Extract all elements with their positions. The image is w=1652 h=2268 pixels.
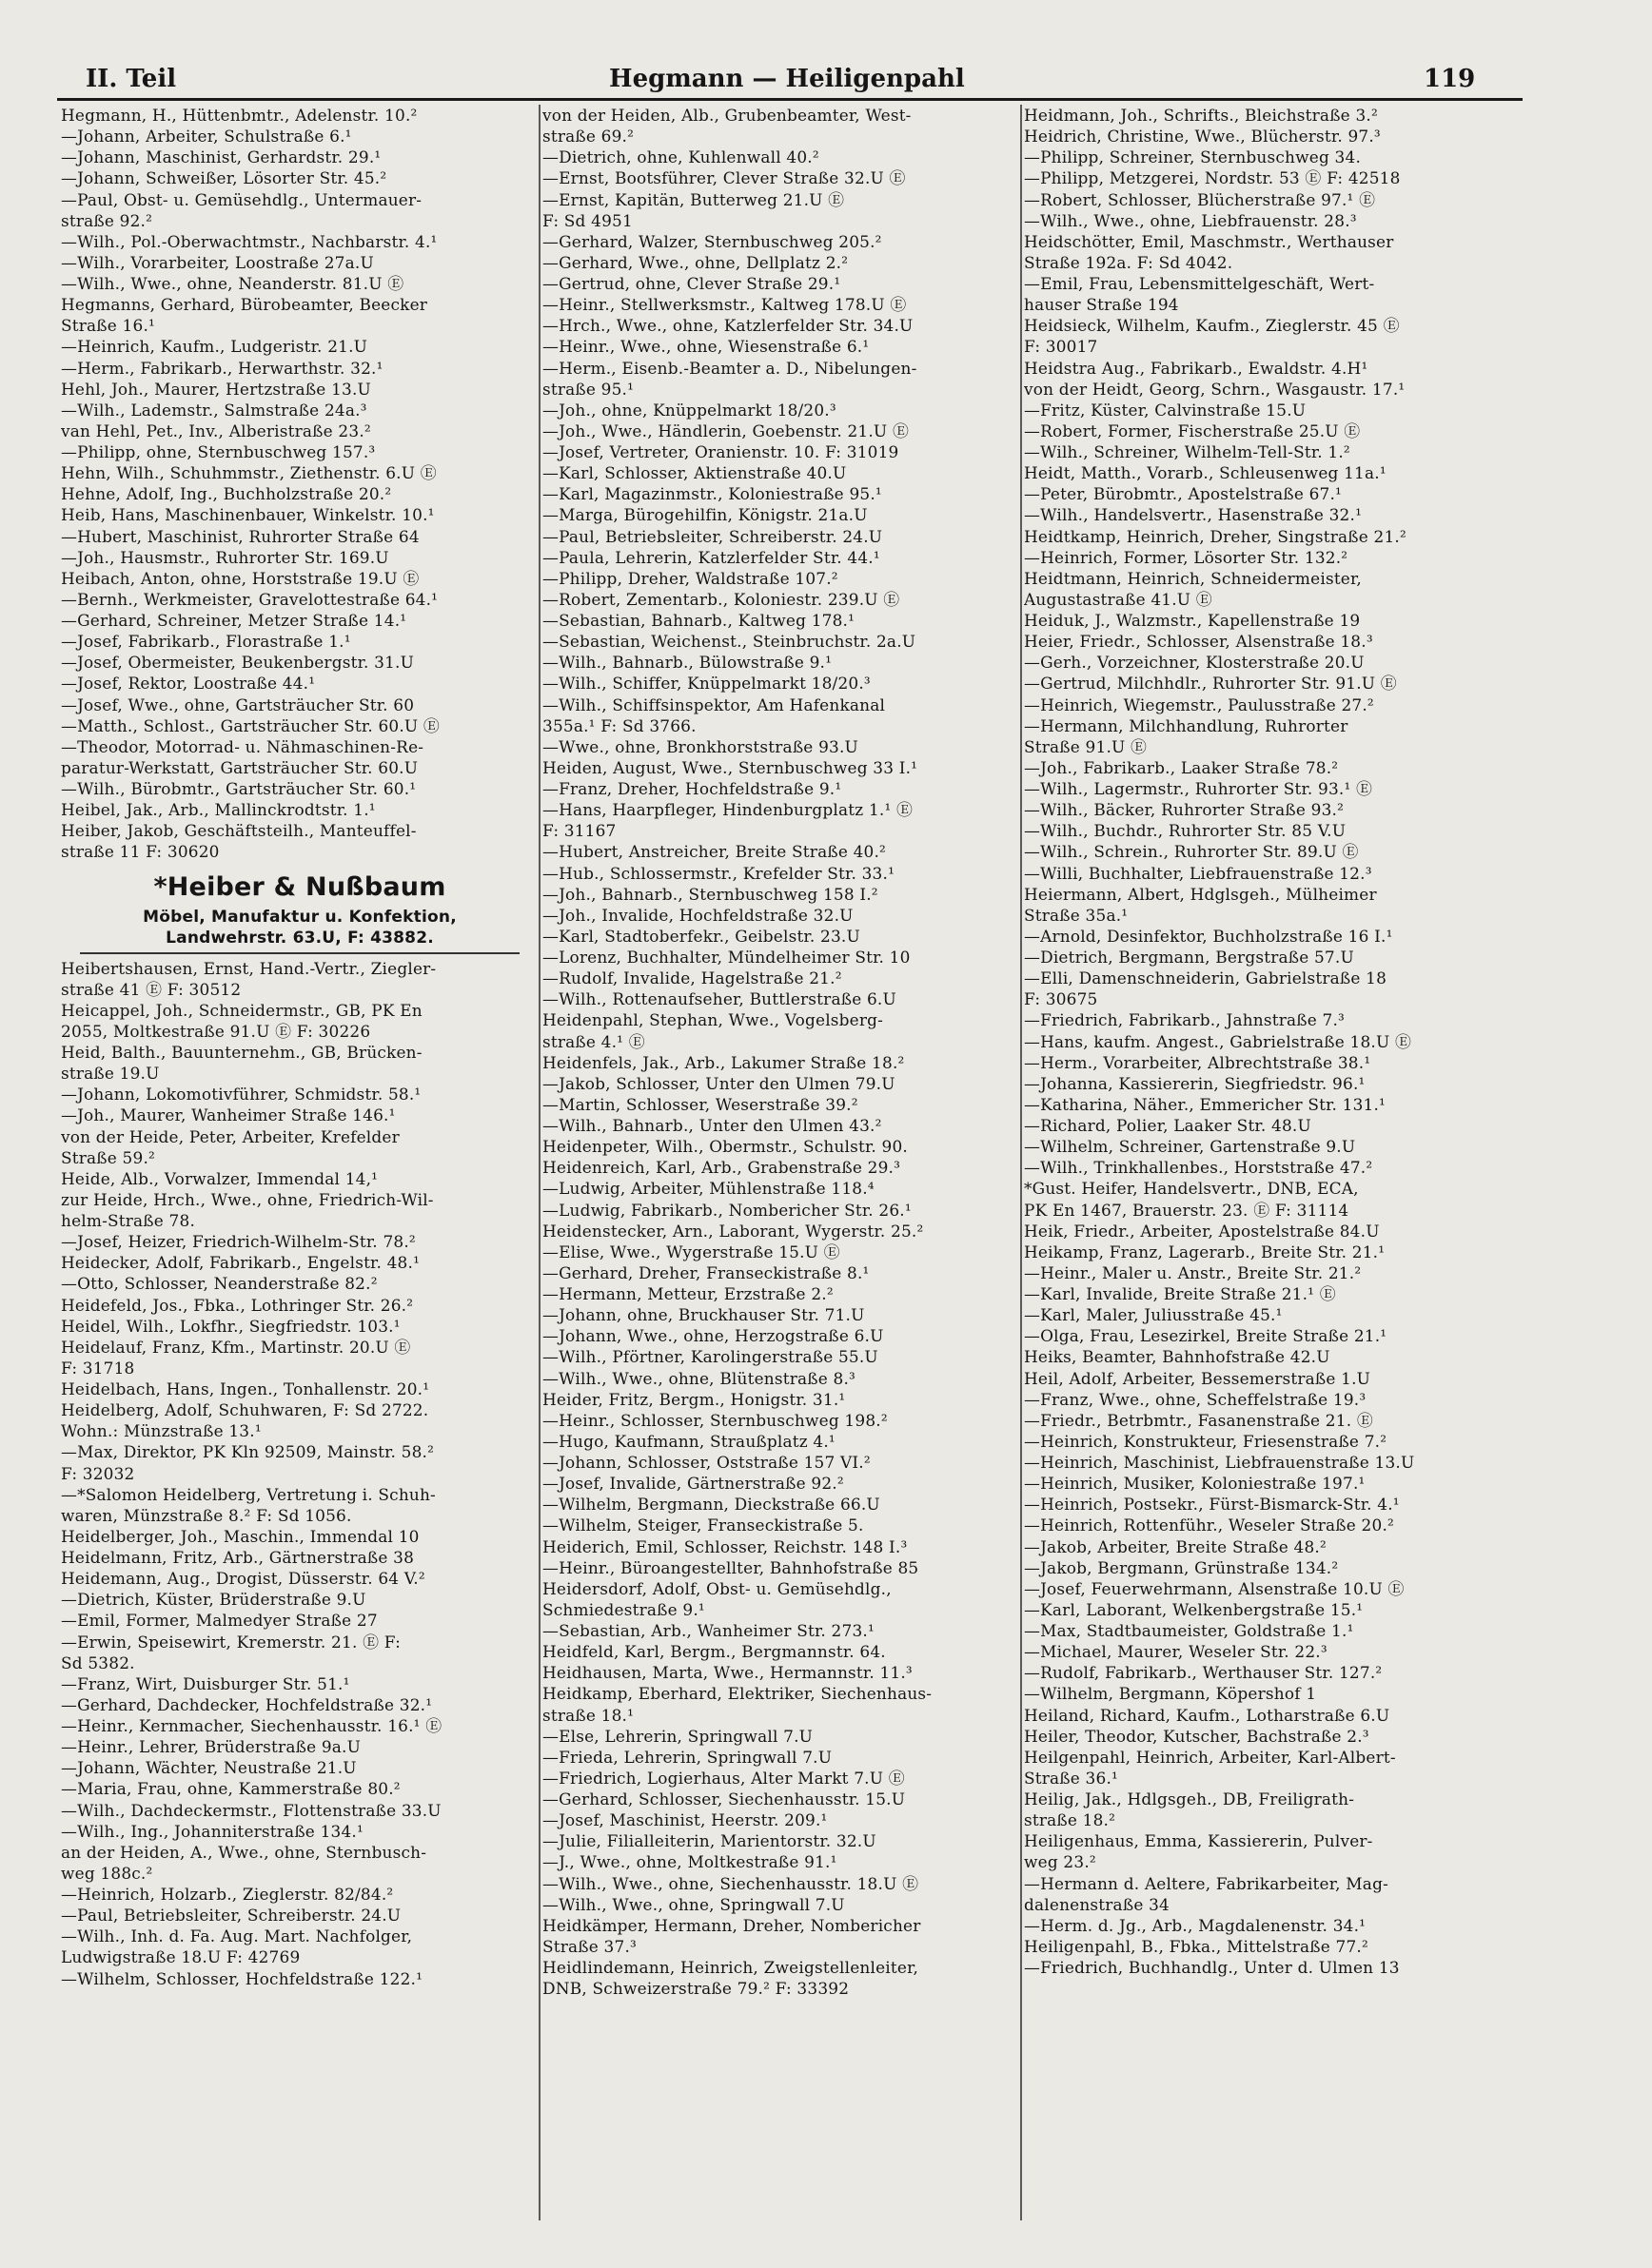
directory-line: Hegmanns, Gerhard, Bürobeamter, Beecker (61, 295, 428, 315)
directory-line: Heidmann, Joh., Schrifts., Bleichstraße 3.² (1024, 106, 1378, 125)
advertisement-line: Möbel, Manufaktur u. Konfektion, (143, 907, 457, 927)
directory-line: Heidlindemann, Heinrich, Zweigstellenleiter, (542, 1958, 919, 1977)
directory-line: Heibach, Anton, ohne, Horststraße 19.U Ⓔ (61, 568, 420, 588)
directory-line: Straße 37.³ (542, 1936, 637, 1956)
directory-line: —Maria, Frau, ohne, Kammerstraße 80.² (61, 1779, 401, 1799)
column-2 (542, 105, 1020, 1999)
directory-line: —Hans, Haarpfleger, Hindenburgplatz 1.¹ Ⓔ (542, 800, 914, 820)
directory-line: —Katharina, Näher., Emmericher Str. 131.¹ (1024, 1094, 1386, 1114)
directory-line: F: 31718 (61, 1358, 135, 1378)
directory-line: Heiligenhaus, Emma, Kassiererin, Pulver- (1024, 1831, 1373, 1851)
directory-line: Straße 91.U Ⓔ (1024, 736, 1148, 756)
directory-line: —Johann, Lokomotivführer, Schmidstr. 58.¹ (61, 1085, 422, 1105)
directory-line: Heiderich, Emil, Schlosser, Reichstr. 148 I.³ (542, 1536, 908, 1556)
directory-line: —Gerhard, Walzer, Sternbuschweg 205.² (542, 231, 882, 251)
advertisement-line: Landwehrstr. 63.U, F: 43882. (166, 928, 434, 948)
column-divider (539, 105, 541, 2220)
directory-line: paratur-Werkstatt, Gartsträucher Str. 60.U (61, 757, 419, 777)
directory-line: Heidschötter, Emil, Maschmstr., Werthauser (1024, 231, 1394, 251)
directory-line: —Rudolf, Fabrikarb., Werthauser Str. 127.² (1024, 1663, 1383, 1683)
directory-line: hauser Straße 194 (1024, 295, 1179, 315)
directory-line: F: 32032 (61, 1463, 135, 1483)
directory-line: —Wilh., Ing., Johanniterstraße 134.¹ (61, 1821, 364, 1841)
directory-line: —Josef, Wwe., ohne, Gartsträucher Str. 60 (61, 694, 415, 714)
directory-line: —Hans, kaufm. Angest., Gabrielstraße 18.U Ⓔ (1024, 1031, 1412, 1051)
directory-line: —Joh., Maurer, Wanheimer Straße 146.¹ (61, 1105, 396, 1125)
directory-line: —Gerhard, Wwe., ohne, Dellplatz 2.² (542, 252, 849, 272)
directory-line: —Franz, Dreher, Hochfeldstraße 9.¹ (542, 779, 842, 798)
directory-line: Heiler, Theodor, Kutscher, Bachstraße 2.³ (1024, 1726, 1369, 1746)
directory-line: Heidtmann, Heinrich, Schneidermeister, (1024, 568, 1362, 588)
directory-line: Heidkamp, Eberhard, Elektriker, Siechenhaus- (542, 1684, 933, 1704)
directory-line: dalenenstraße 34 (1024, 1894, 1170, 1914)
directory-line: —Robert, Zementarb., Koloniestr. 239.U Ⓔ (542, 589, 900, 609)
directory-line: —Karl, Magazinmstr., Koloniestraße 95.¹ (542, 484, 882, 504)
directory-line: —Wilh., Buchdr., Ruhrorter Str. 85 V.U (1024, 821, 1347, 841)
directory-line: —Johann, Wächter, Neustraße 21.U (61, 1758, 357, 1778)
directory-line: —Joh., Bahnarb., Sternbuschweg 158 I.² (542, 884, 878, 904)
directory-line: weg 188c.² (61, 1863, 153, 1883)
directory-line: Heidtkamp, Heinrich, Dreher, Singstraße 21.² (1024, 526, 1406, 546)
directory-line: —Heinrich, Holzarb., Zieglerstr. 82/84.² (61, 1885, 394, 1904)
directory-line: Heiks, Beamter, Bahnhofstraße 42.U (1024, 1347, 1330, 1367)
directory-line: Heidenpahl, Stephan, Wwe., Vogelsberg- (542, 1010, 884, 1030)
directory-line: —Emil, Frau, Lebensmittelgeschäft, Wert- (1024, 274, 1375, 293)
directory-line: —Paul, Betriebsleiter, Schreiberstr. 24.U (61, 1906, 402, 1926)
directory-line: helm-Straße 78. (61, 1211, 196, 1230)
directory-line: —Rudolf, Invalide, Hagelstraße 21.² (542, 968, 842, 988)
directory-line: —Wilh., Bürobmtr., Gartsträucher Str. 60.¹ (61, 779, 417, 798)
directory-line: —Paul, Obst- u. Gemüsehdlg., Untermauer- (61, 189, 423, 209)
directory-line: Heiden, August, Wwe., Sternbuschweg 33 I.¹ (542, 757, 918, 777)
directory-line: —Wilhelm, Bergmann, Dieckstraße 66.U (542, 1495, 880, 1515)
directory-line: Straße 59.² (61, 1147, 155, 1167)
directory-line: 2055, Moltkestraße 91.U Ⓔ F: 30226 (61, 1021, 371, 1041)
directory-line: —Wilh., Schreiner, Wilhelm-Tell-Str. 1.² (1024, 442, 1350, 461)
directory-line: Heidelberger, Joh., Maschin., Immendal 10 (61, 1526, 420, 1546)
directory-line: von der Heidt, Georg, Schrn., Wasgaustr. 17.¹ (1024, 379, 1406, 399)
directory-line: —Philipp, Dreher, Waldstraße 107.² (542, 568, 838, 588)
directory-line: Heidelmann, Fritz, Arb., Gärtnerstraße 38 (61, 1548, 415, 1567)
directory-line: Heidelauf, Franz, Kfm., Martinstr. 20.U Ⓔ (61, 1337, 411, 1357)
directory-line: zur Heide, Hrch., Wwe., ohne, Friedrich-Wil- (61, 1189, 434, 1209)
directory-line: —Wilh., Wwe., ohne, Blütenstraße 8.³ (542, 1368, 856, 1388)
directory-line: —Friedr., Betrbmtr., Fasanenstraße 21. Ⓔ (1024, 1410, 1373, 1430)
directory-line: —Heinrich, Konstrukteur, Friesenstraße 7.² (1024, 1431, 1387, 1451)
directory-line: —Hermann, Metteur, Erzstraße 2.² (542, 1284, 834, 1303)
directory-line: —Arnold, Desinfektor, Buchholzstraße 16 I.¹ (1024, 926, 1393, 946)
directory-line: —Joh., Fabrikarb., Laaker Straße 78.² (1024, 757, 1339, 777)
directory-line: —Herm., Vorarbeiter, Albrechtstraße 38.¹ (1024, 1052, 1371, 1072)
page-running-title: Hegmann — Heiligenpahl (609, 65, 965, 93)
directory-line: Heik, Friedr., Arbeiter, Apostelstraße 84.U (1024, 1221, 1380, 1241)
directory-line: —Wilh., Handelsvertr., Hasenstraße 32.¹ (1024, 505, 1363, 525)
directory-line: F: 30017 (1024, 337, 1098, 357)
directory-line: —Heinr., Schlosser, Sternbuschweg 198.² (542, 1410, 888, 1430)
directory-line: Heidrich, Christine, Wwe., Blücherstr. 97.³ (1024, 127, 1381, 147)
directory-line: Heidefeld, Jos., Fbka., Lothringer Str. 26.² (61, 1295, 414, 1315)
directory-line: —Gerhard, Schlosser, Siechenhausstr. 15.U (542, 1789, 906, 1809)
directory-line: —Gerhard, Dreher, Franseckistraße 8.¹ (542, 1262, 870, 1282)
directory-line: —Wwe., ohne, Bronkhorststraße 93.U (542, 736, 858, 756)
advertisement-rule (80, 952, 520, 954)
directory-line: —Joh., ohne, Knüppelmarkt 18/20.³ (542, 400, 836, 420)
directory-line: —Karl, Schlosser, Aktienstraße 40.U (542, 463, 847, 483)
directory-line: —Hub., Schlossermstr., Krefelder Str. 33.¹ (542, 863, 895, 883)
directory-line: —Wilh., Schrein., Ruhrorter Str. 89.U Ⓔ (1024, 842, 1359, 862)
directory-line: —Michael, Maurer, Weseler Str. 22.³ (1024, 1642, 1328, 1662)
directory-line: Straße 36.¹ (1024, 1768, 1118, 1788)
directory-line: —Karl, Maler, Juliusstraße 45.¹ (1024, 1305, 1283, 1325)
directory-line: Heilig, Jak., Hdlgsgeh., DB, Freiligrath- (1024, 1789, 1355, 1809)
directory-line: —Sebastian, Bahnarb., Kaltweg 178.¹ (542, 611, 856, 630)
directory-line: —Wilh., Inh. d. Fa. Aug. Mart. Nachfolger, (61, 1926, 413, 1946)
directory-line: Heier, Friedr., Schlosser, Alsenstraße 18.³ (1024, 632, 1373, 652)
directory-line: —Wilh., Wwe., ohne, Siechenhausstr. 18.U Ⓔ (542, 1873, 919, 1893)
directory-line: van Hehl, Pet., Inv., Alberistraße 23.² (61, 420, 371, 440)
directory-line: —Johann, Schweißer, Lösorter Str. 45.² (61, 168, 387, 188)
directory-line: Sd 5382. (61, 1652, 135, 1672)
directory-line: —Philipp, Metzgerei, Nordstr. 53 Ⓔ F: 42518 (1024, 168, 1401, 188)
directory-line: —Friedrich, Logierhaus, Alter Markt 7.U Ⓔ (542, 1768, 905, 1788)
directory-line: Heikamp, Franz, Lagerarb., Breite Str. 21.¹ (1024, 1242, 1386, 1261)
directory-line: —Wilh., Wwe., ohne, Neanderstr. 81.U Ⓔ (61, 274, 404, 293)
directory-line: —Wilh., Schiffsinspektor, Am Hafenkanal (542, 694, 886, 714)
directory-line: Heiermann, Albert, Hdglsgeh., Mülheimer (1024, 884, 1377, 904)
directory-line: Heidt, Matth., Vorarb., Schleusenweg 11a.¹ (1024, 463, 1386, 483)
directory-line: —Heinrich, Maschinist, Liebfrauenstraße 13.U (1024, 1453, 1415, 1472)
directory-line: —Otto, Schlosser, Neanderstraße 82.² (61, 1274, 378, 1294)
directory-line: —Theodor, Motorrad- u. Nähmaschinen-Re- (61, 736, 424, 756)
directory-line: Heicappel, Joh., Schneidermstr., GB, PK En (61, 1000, 423, 1020)
directory-line: Heidstra Aug., Fabrikarb., Ewaldstr. 4.H¹ (1024, 358, 1368, 378)
directory-line: —Josef, Vertreter, Oranienstr. 10. F: 31019 (542, 442, 899, 461)
directory-line: Heiligenpahl, B., Fbka., Mittelstraße 77.² (1024, 1936, 1368, 1956)
directory-line: straße 41 Ⓔ F: 30512 (61, 979, 242, 999)
directory-line: —Heinr., Stellwerksmstr., Kaltweg 178.U Ⓔ (542, 295, 907, 315)
directory-line: straße 69.² (542, 127, 635, 147)
advertisement-block (61, 869, 539, 954)
directory-line: —Frieda, Lehrerin, Springwall 7.U (542, 1747, 833, 1767)
directory-line: —Hrch., Wwe., ohne, Katzlerfelder Str. 34.U (542, 316, 914, 336)
directory-line: Ludwigstraße 18.U F: 42769 (61, 1947, 301, 1967)
directory-line: —Paula, Lehrerin, Katzlerfelder Str. 44.¹ (542, 547, 880, 567)
directory-line: —Sebastian, Arb., Wanheimer Str. 273.¹ (542, 1621, 875, 1640)
directory-line: —Paul, Betriebsleiter, Schreiberstr. 24.U (542, 526, 883, 546)
directory-line: —Heinrich, Postsekr., Fürst-Bismarck-Str. 4.¹ (1024, 1495, 1400, 1515)
directory-line: Straße 35a.¹ (1024, 905, 1129, 925)
column-3 (1024, 105, 1502, 1978)
directory-line: —Jakob, Bergmann, Grünstraße 134.² (1024, 1557, 1339, 1577)
directory-line: straße 19.U (61, 1064, 160, 1084)
directory-line: —Wilh., Vorarbeiter, Loostraße 27a.U (61, 252, 374, 272)
directory-line: —Julie, Filialleiterin, Marientorstr. 32.U (542, 1831, 876, 1851)
directory-line: —Hermann d. Aeltere, Fabrikarbeiter, Mag- (1024, 1873, 1388, 1893)
directory-line: straße 11 F: 30620 (61, 842, 220, 862)
directory-line: —Johann, Wwe., ohne, Herzogstraße 6.U (542, 1326, 884, 1346)
directory-line: —Wilhelm, Bergmann, Köpershof 1 (1024, 1684, 1317, 1704)
directory-line: —Wilh., Lademstr., Salmstraße 24a.³ (61, 400, 367, 420)
directory-line: —Sebastian, Weichenst., Steinbruchstr. 2a.U (542, 632, 916, 652)
directory-line: straße 95.¹ (542, 379, 635, 399)
directory-line: —Matth., Schlost., Gartsträucher Str. 60.U Ⓔ (61, 715, 441, 735)
directory-line: —Joh., Wwe., Händlerin, Goebenstr. 21.U Ⓔ (542, 420, 910, 440)
directory-line: straße 18.¹ (542, 1705, 635, 1725)
directory-line: —Wilh., Bäcker, Ruhrorter Straße 93.² (1024, 800, 1345, 820)
directory-line: —Erwin, Speisewirt, Kremerstr. 21. Ⓔ F: (61, 1632, 401, 1652)
directory-line: —Jakob, Schlosser, Unter den Ulmen 79.U (542, 1073, 895, 1093)
directory-line: —Heinr., Kernmacher, Siechenhausstr. 16.¹ Ⓔ (61, 1716, 442, 1735)
directory-line: —Heinr., Büroangestellter, Bahnhofstraße 85 (542, 1557, 919, 1577)
directory-line: —Ernst, Kapitän, Butterweg 21.U Ⓔ (542, 189, 845, 209)
directory-line: von der Heiden, Alb., Grubenbeamter, West- (542, 106, 912, 125)
directory-line: —Franz, Wirt, Duisburger Str. 51.¹ (61, 1673, 350, 1693)
directory-line: —Elli, Damenschneiderin, Gabrielstraße 18 (1024, 968, 1387, 988)
directory-line: —Hugo, Kaufmann, Straußplatz 4.¹ (542, 1431, 836, 1451)
directory-line: —Ludwig, Arbeiter, Mühlenstraße 118.⁴ (542, 1179, 875, 1199)
directory-line: —Josef, Obermeister, Beukenbergstr. 31.U (61, 653, 415, 673)
directory-line: —Marga, Bürogehilfin, Königstr. 21a.U (542, 505, 868, 525)
directory-line: —Johann, Schlosser, Oststraße 157 VI.² (542, 1453, 871, 1472)
directory-line: —Wilh., Trinkhallenbes., Horststraße 47.² (1024, 1158, 1373, 1178)
directory-line: —Ludwig, Fabrikarb., Nombericher Str. 26.¹ (542, 1200, 912, 1220)
directory-line: —Joh., Hausmstr., Ruhrorter Str. 169.U (61, 547, 389, 567)
directory-line: —Gerhard, Dachdecker, Hochfeldstraße 32.¹ (61, 1694, 433, 1714)
directory-line: —Herm., Fabrikarb., Herwarthstr. 32.¹ (61, 358, 384, 378)
directory-line: Heib, Hans, Maschinenbauer, Winkelstr. 10.¹ (61, 505, 435, 525)
directory-line: —Josef, Fabrikarb., Florastraße 1.¹ (61, 632, 351, 652)
column-1 (61, 105, 539, 1989)
directory-line: —Wilh., Lagermstr., Ruhrorter Str. 93.¹ Ⓔ (1024, 779, 1373, 798)
directory-line: von der Heide, Peter, Arbeiter, Krefelder (61, 1126, 400, 1146)
directory-line: F: 30675 (1024, 989, 1098, 1009)
directory-line: weg 23.² (1024, 1852, 1096, 1872)
directory-line: —Friedrich, Fabrikarb., Jahnstraße 7.³ (1024, 1010, 1346, 1030)
directory-line: —Wilh., Bahnarb., Bülowstraße 9.¹ (542, 653, 833, 673)
directory-line: —Emil, Former, Malmedyer Straße 27 (61, 1611, 378, 1631)
directory-line: —Heinrich, Kaufm., Ludgeristr. 21.U (61, 337, 368, 357)
directory-line: —Wilh., Pol.-Oberwachtmstr., Nachbarstr. 4.¹ (61, 231, 438, 251)
directory-line: —Josef, Heizer, Friedrich-Wilhelm-Str. 78.² (61, 1232, 416, 1252)
directory-line: —Wilhelm, Schlosser, Hochfeldstraße 122.¹ (61, 1968, 423, 1988)
directory-line: Heid, Balth., Bauunternehm., GB, Brücken- (61, 1043, 423, 1062)
column-divider (1020, 105, 1022, 2220)
directory-line: —Johanna, Kassiererin, Siegfriedstr. 96.¹ (1024, 1073, 1366, 1093)
directory-line: F: Sd 4951 (542, 210, 633, 230)
directory-line: —Heinr., Wwe., ohne, Wiesenstraße 6.¹ (542, 337, 870, 357)
directory-line: —Hubert, Maschinist, Ruhrorter Straße 64 (61, 526, 420, 546)
directory-line: Heidenstecker, Arn., Laborant, Wygerstr. 25.² (542, 1221, 924, 1241)
directory-line: Hehn, Wilh., Schuhmmstr., Ziethenstr. 6.U Ⓔ (61, 463, 437, 483)
directory-line: Heidsieck, Wilhelm, Kaufm., Zieglerstr. 45 Ⓔ (1024, 316, 1400, 336)
directory-line: —Heinrich, Former, Lösorter Str. 132.² (1024, 547, 1348, 567)
directory-line: —J., Wwe., ohne, Moltkestraße 91.¹ (542, 1852, 837, 1872)
directory-line: Heidel, Wilh., Lokfhr., Siegfriedstr. 103.¹ (61, 1316, 401, 1336)
directory-line: —Peter, Bürobmtr., Apostelstraße 67.¹ (1024, 484, 1343, 504)
directory-line: —Hermann, Milchhandlung, Ruhrorter (1024, 715, 1348, 735)
directory-line: Heiduk, J., Walzmstr., Kapellenstraße 19 (1024, 611, 1361, 630)
directory-line: —Johann, Maschinist, Gerhardstr. 29.¹ (61, 147, 382, 167)
directory-line: Hegmann, H., Hüttenbmtr., Adelenstr. 10.² (61, 106, 418, 125)
directory-line: Wohn.: Münzstraße 13.¹ (61, 1421, 262, 1441)
directory-line: Heide, Alb., Vorwalzer, Immendal 14,¹ (61, 1168, 379, 1188)
directory-line: —Martin, Schlosser, Weserstraße 39.² (542, 1094, 858, 1114)
directory-line: —Richard, Polier, Laaker Str. 48.U (1024, 1116, 1311, 1135)
directory-line: —Friedrich, Buchhandlg., Unter d. Ulmen 13 (1024, 1958, 1400, 1977)
directory-line: —Karl, Invalide, Breite Straße 21.¹ Ⓔ (1024, 1284, 1336, 1303)
directory-line: —Hubert, Anstreicher, Breite Straße 40.² (542, 842, 887, 862)
directory-line: —Else, Lehrerin, Springwall 7.U (542, 1726, 814, 1746)
directory-line: an der Heiden, A., Wwe., ohne, Sternbusch- (61, 1842, 427, 1862)
directory-line: Heidelbach, Hans, Ingen., Tonhallenstr. 20.¹ (61, 1379, 430, 1398)
directory-line: Hehl, Joh., Maurer, Hertzstraße 13.U (61, 379, 371, 399)
directory-line: —Wilh., Pförtner, Karolingerstraße 55.U (542, 1347, 878, 1367)
directory-line: —Robert, Former, Fischerstraße 25.U Ⓔ (1024, 420, 1361, 440)
directory-line: —Heinrich, Musiker, Koloniestraße 197.¹ (1024, 1474, 1366, 1494)
directory-line: —Willi, Buchhalter, Liebfrauenstraße 12.³ (1024, 863, 1372, 883)
directory-line: Heil, Adolf, Arbeiter, Bessemerstraße 1.U (1024, 1368, 1371, 1388)
directory-line: —Johann, ohne, Bruckhauser Str. 71.U (542, 1305, 865, 1325)
page-number: 119 (1424, 65, 1476, 93)
directory-line: Heibel, Jak., Arb., Mallinckrodtstr. 1.¹ (61, 800, 376, 820)
directory-line: DNB, Schweizerstraße 79.² F: 33392 (542, 1979, 850, 1999)
directory-line: 355a.¹ F: Sd 3766. (542, 715, 697, 735)
directory-line: waren, Münzstraße 8.² F: Sd 1056. (61, 1505, 352, 1525)
directory-line: —Heinr., Lehrer, Brüderstraße 9a.U (61, 1737, 362, 1757)
directory-line: —Dietrich, Küster, Brüderstraße 9.U (61, 1590, 366, 1610)
directory-line: —Josef, Rektor, Loostraße 44.¹ (61, 674, 316, 694)
directory-line: —Johann, Arbeiter, Schulstraße 6.¹ (61, 127, 352, 147)
directory-line: Heidhausen, Marta, Wwe., Hermannstr. 11.³ (542, 1663, 913, 1683)
directory-line: —Gertrud, ohne, Clever Straße 29.¹ (542, 274, 841, 293)
directory-line: —Philipp, Schreiner, Sternbuschweg 34. (1024, 147, 1362, 167)
directory-line: —Robert, Schlosser, Blücherstraße 97.¹ Ⓔ (1024, 189, 1376, 209)
directory-line: —Wilh., Bahnarb., Unter den Ulmen 43.² (542, 1116, 882, 1135)
directory-line: Heidemann, Aug., Drogist, Düsserstr. 64 V.² (61, 1569, 425, 1589)
directory-line: —Joh., Invalide, Hochfeldstraße 32.U (542, 905, 854, 925)
directory-line: Heidenpeter, Wilh., Obermstr., Schulstr. 90. (542, 1137, 909, 1157)
header-rule (57, 98, 1523, 101)
directory-line: —Dietrich, Bergmann, Bergstraße 57.U (1024, 948, 1354, 967)
directory-line: —Gerh., Vorzeichner, Klosterstraße 20.U (1024, 653, 1365, 673)
directory-line: —Heinrich, Wiegemstr., Paulusstraße 27.² (1024, 694, 1374, 714)
directory-line: —Wilh., Rottenaufseher, Buttlerstraße 6.U (542, 989, 896, 1009)
directory-line: —Max, Stadtbaumeister, Goldstraße 1.¹ (1024, 1621, 1354, 1640)
directory-line: —Lorenz, Buchhalter, Mündelheimer Str. 10 (542, 948, 911, 967)
directory-line: PK En 1467, Brauerstr. 23. Ⓔ F: 31114 (1024, 1200, 1349, 1220)
directory-line: —Wilhelm, Steiger, Franseckistraße 5. (542, 1515, 864, 1535)
directory-line: straße 18.² (1024, 1810, 1116, 1830)
directory-line: —Elise, Wwe., Wygerstraße 15.U Ⓔ (542, 1242, 840, 1261)
directory-line: —Heinr., Maler u. Anstr., Breite Str. 21.² (1024, 1262, 1362, 1282)
directory-line: —Philipp, ohne, Sternbuschweg 157.³ (61, 442, 376, 461)
directory-line: —Ernst, Bootsführer, Clever Straße 32.U Ⓔ (542, 168, 906, 188)
directory-line: —Wilh., Wwe., ohne, Springwall 7.U (542, 1894, 845, 1914)
directory-line: straße 92.² (61, 210, 153, 230)
directory-line: Heilgenpahl, Heinrich, Arbeiter, Karl-Albert- (1024, 1747, 1396, 1767)
directory-line: Heibertshausen, Ernst, Hand.-Vertr., Ziegler- (61, 958, 437, 978)
directory-line: —Wilh., Wwe., ohne, Liebfrauenstr. 28.³ (1024, 210, 1357, 230)
directory-line: —Josef, Maschinist, Heerstr. 209.¹ (542, 1810, 828, 1830)
directory-line: —Fritz, Küster, Calvinstraße 15.U (1024, 400, 1307, 420)
directory-line: —Josef, Invalide, Gärtnerstraße 92.² (542, 1474, 844, 1494)
directory-line: —Herm., Eisenb.-Beamter a. D., Nibelungen- (542, 358, 917, 378)
directory-line: Heidersdorf, Adolf, Obst- u. Gemüsehdlg., (542, 1578, 892, 1598)
directory-line: —Franz, Wwe., ohne, Scheffelstraße 19.³ (1024, 1389, 1367, 1409)
section-label: II. Teil (86, 65, 177, 93)
directory-line: Straße 16.¹ (61, 316, 155, 336)
directory-line: —Wilhelm, Schreiner, Gartenstraße 9.U (1024, 1137, 1356, 1157)
directory-line: —Gertrud, Milchhdlr., Ruhrorter Str. 91.U Ⓔ (1024, 674, 1397, 694)
directory-line: Heiber, Jakob, Geschäftsteilh., Manteuffel- (61, 821, 417, 841)
directory-line: —Dietrich, ohne, Kuhlenwall 40.² (542, 147, 819, 167)
directory-line: —Herm. d. Jg., Arb., Magdalenenstr. 34.¹ (1024, 1915, 1367, 1935)
directory-line: —Olga, Frau, Lesezirkel, Breite Straße 21.¹ (1024, 1326, 1387, 1346)
directory-line: Straße 192a. F: Sd 4042. (1024, 252, 1233, 272)
directory-line: Schmiedestraße 9.¹ (542, 1599, 705, 1619)
directory-line: Heidelberg, Adolf, Schuhwaren, F: Sd 2722. (61, 1400, 429, 1420)
directory-line: —Karl, Laborant, Welkenbergstraße 15.¹ (1024, 1599, 1364, 1619)
directory-line: —Josef, Feuerwehrmann, Alsenstraße 10.U Ⓔ (1024, 1578, 1405, 1598)
directory-line: —Wilh., Schiffer, Knüppelmarkt 18/20.³ (542, 674, 871, 694)
directory-line: straße 4.¹ Ⓔ (542, 1031, 645, 1051)
directory-line: —Wilh., Dachdeckermstr., Flottenstraße 33.U (61, 1800, 442, 1820)
directory-line: —Karl, Stadtoberfekr., Geibelstr. 23.U (542, 926, 860, 946)
directory-line: Heider, Fritz, Bergm., Honigstr. 31.¹ (542, 1389, 846, 1409)
directory-line: —Heinrich, Rottenführ., Weseler Straße 20.² (1024, 1515, 1394, 1535)
directory-line: Augustastraße 41.U Ⓔ (1024, 589, 1212, 609)
directory-line: —*Salomon Heidelberg, Vertretung i. Schuh- (61, 1484, 436, 1504)
directory-line: Heidenfels, Jak., Arb., Lakumer Straße 18.² (542, 1052, 905, 1072)
directory-line: Heiland, Richard, Kaufm., Lotharstraße 6.U (1024, 1705, 1390, 1725)
directory-line: —Gerhard, Schreiner, Metzer Straße 14.¹ (61, 611, 407, 630)
advertisement-title: *Heiber & Nußbaum (153, 871, 446, 902)
directory-line: Heidenreich, Karl, Arb., Grabenstraße 29.³ (542, 1158, 901, 1178)
directory-line: —Bernh., Werkmeister, Gravelottestraße 64.¹ (61, 589, 439, 609)
directory-line: Hehne, Adolf, Ing., Buchholzstraße 20.² (61, 484, 392, 504)
directory-line: Heidkämper, Hermann, Dreher, Nombericher (542, 1915, 921, 1935)
directory-line: Heidfeld, Karl, Bergm., Bergmannstr. 64. (542, 1642, 886, 1662)
directory-line: F: 31167 (542, 821, 617, 841)
directory-line: —Jakob, Arbeiter, Breite Straße 48.² (1024, 1536, 1327, 1556)
directory-line: Heidecker, Adolf, Fabrikarb., Engelstr. 48.¹ (61, 1253, 421, 1273)
directory-line: —Max, Direktor, PK Kln 92509, Mainstr. 58.² (61, 1442, 435, 1462)
directory-line: *Gust. Heifer, Handelsvertr., DNB, ECA, (1024, 1179, 1359, 1199)
